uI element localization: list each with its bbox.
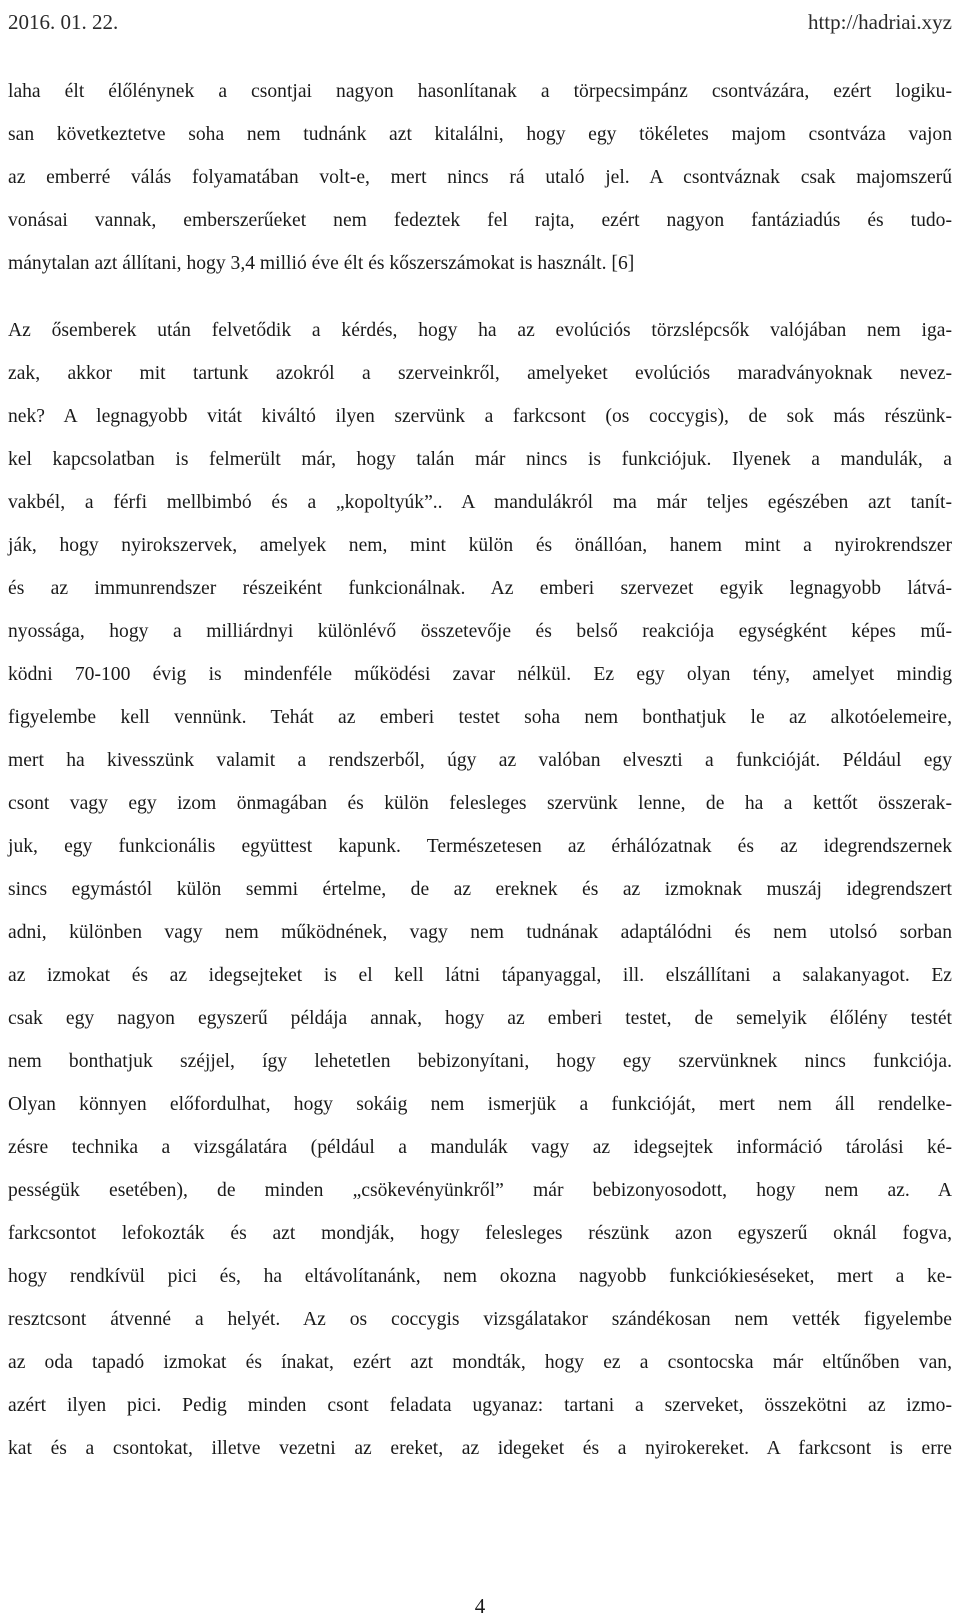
- text-line: adni, különben vagy nem működnének, vagy nem tudnának adaptálódni és nem utolsó sorban: [8, 922, 952, 943]
- text-line: sincs egymástól külön semmi értelme, de az ereknek és az izmoknak muszáj idegrendszert: [8, 879, 952, 900]
- text-line: mánytalan azt állítani, hogy 3,4 millió éve élt és kőszerszámokat is használt. [6]: [8, 253, 635, 274]
- paragraph-gap: [8, 285, 952, 309]
- page-number: 4: [474, 1594, 486, 1618]
- text-line: csont vagy egy izom önmagában és külön felesleges szervünk lenne, de ha a kettőt összerak-: [8, 793, 952, 814]
- text-line: ködni 70-100 évig is mindenféle működési zavar nélkül. Ez egy olyan tény, amelyet mindig: [8, 664, 952, 685]
- text-line: hogy rendkívül pici és, ha eltávolítanánk, nem okozna nagyobb funkciókieséseket, mert a ke-: [8, 1266, 952, 1287]
- text-line: san következtetve soha nem tudnánk azt kitalálni, hogy egy tökéletes majom csontváza vajon: [8, 124, 952, 145]
- text-line: resztcsont átvenné a helyét. Az os coccygis vizsgálatakor szándékosan nem vették figyelembe: [8, 1309, 952, 1330]
- text-line: juk, egy funkcionális együttest kapunk. Természetesen az érhálózatnak és az idegrendszernek: [8, 836, 952, 857]
- text-line: Olyan könnyen előfordulhat, hogy sokáig nem ismerjük a funkcióját, mert nem áll rendelke-: [8, 1094, 952, 1115]
- text-line: és az immunrendszer részeiként funkcionálnak. Az emberi szervezet egyik legnagyobb látvá-: [8, 578, 952, 599]
- text-line: laha élt élőlénynek a csontjai nagyon hasonlítanak a törpecsimpánz csontvázára, ezért logiku-: [8, 81, 952, 102]
- text-line: vonásai vannak, emberszerűeket nem fedeztek fel rajta, ezért nagyon fantáziadús és tudo-: [8, 210, 952, 231]
- page-header: [8, 4, 952, 40]
- text-line: nyossága, hogy a milliárdnyi különlévő összetevője és belső reakciója egységként képes mű-: [8, 621, 952, 642]
- text-line: pességük esetében), de minden „csökevényünkről” már bebizonyosodott, hogy nem az. A: [8, 1180, 952, 1201]
- document-body: [8, 70, 952, 1470]
- text-line: kel kapcsolatban is felmerült már, hogy talán már nincs is funkciójuk. Ilyenek a mandulák, a: [8, 449, 952, 470]
- text-line: nek? A legnagyobb vitát kiváltó ilyen szervünk a farkcsont (os coccygis), de sok más részünk-: [8, 406, 952, 427]
- text-line: ják, hogy nyirokszervek, amelyek nem, mint külön és önállóan, hanem mint a nyirokrendszer: [8, 535, 952, 556]
- text-line: Az ősemberek után felvetődik a kérdés, hogy ha az evolúciós törzslépcsők valójában nem iga-: [8, 320, 952, 341]
- text-line: az emberré válás folyamatában volt-e, mert nincs rá utaló jel. A csontváznak csak majomszerű: [8, 167, 952, 188]
- text-line: kat és a csontokat, illetve vezetni az ereket, az idegeket és a nyirokereket. A farkcsont is erre: [8, 1438, 952, 1459]
- text-line: azért ilyen pici. Pedig minden csont feladata ugyanaz: tartani a szerveket, összekötni az izmo-: [8, 1395, 952, 1416]
- paragraph-1: [8, 70, 952, 285]
- text-line: zésre technika a vizsgálatára (például a mandulák vagy az idegsejtek információ tárolási ké-: [8, 1137, 952, 1158]
- text-line: farkcsontot lefokozták és azt mondják, hogy felesleges részünk azon egyszerű oknál fogva,: [8, 1223, 952, 1244]
- paragraph-2: [8, 309, 952, 1470]
- text-line: az izmokat és az idegsejteket is el kell látni tápanyaggal, ill. elszállítani a salakanyagot. Ez: [8, 965, 952, 986]
- text-line: nem bonthatjuk széjjel, így lehetetlen bebizonyítani, hogy egy szervünknek nincs funkciója.: [8, 1051, 952, 1072]
- header-date: 2016. 01. 22.: [8, 10, 119, 34]
- text-line: mert ha kivesszünk valamit a rendszerből, úgy az valóban elveszti a funkcióját. Például egy: [8, 750, 952, 771]
- text-line: figyelembe kell vennünk. Tehát az emberi testet soha nem bonthatjuk le az alkotóelemeire,: [8, 707, 952, 728]
- text-line: zak, akkor mit tartunk azokról a szerveinkről, amelyeket evolúciós maradványoknak nevez-: [8, 363, 952, 384]
- header-url[interactable]: http://hadriai.xyz: [807, 10, 952, 34]
- text-line: vakbél, a férfi mellbimbó és a „kopoltyúk”.. A mandulákról ma már teljes egészében azt tanít-: [8, 492, 952, 513]
- text-line: az oda tapadó izmokat és ínakat, ezért azt mondták, hogy ez a csontocska már eltűnőben van,: [8, 1352, 952, 1373]
- text-line: csak egy nagyon egyszerű példája annak, hogy az emberi testet, de semelyik élőlény testét: [8, 1008, 952, 1029]
